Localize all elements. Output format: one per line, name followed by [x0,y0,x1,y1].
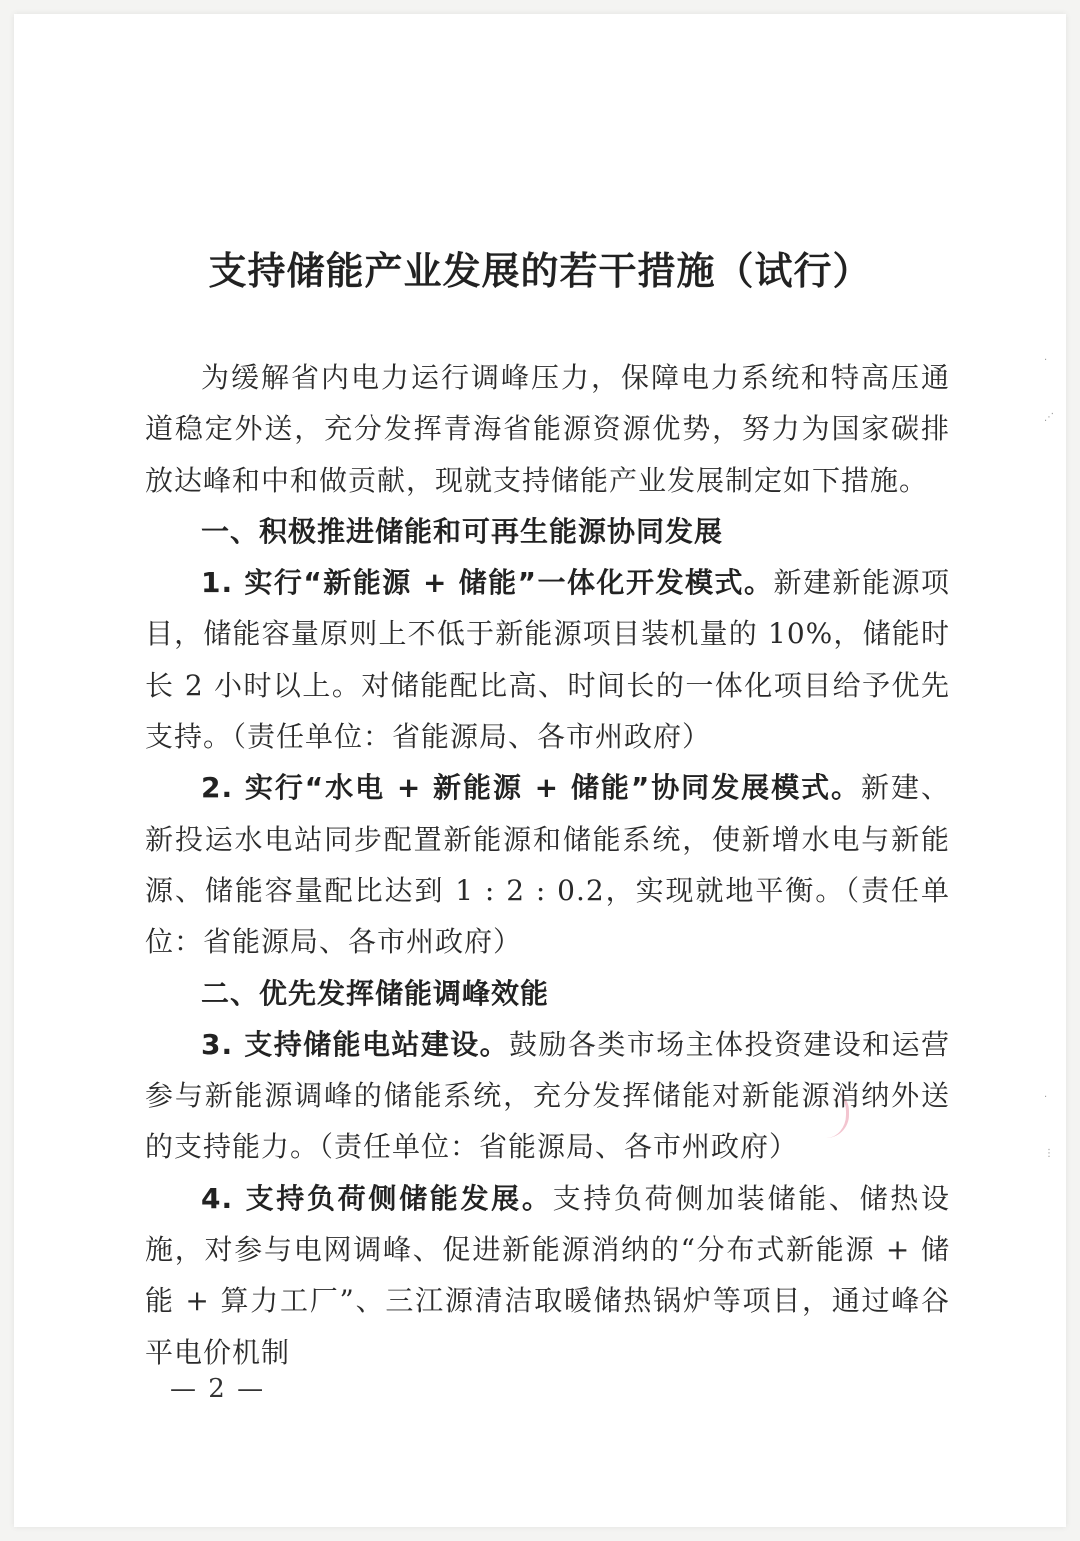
page-number: — 2 — [170,1374,266,1404]
intro-paragraph: 为缓解省内电力运行调峰压力，保障电力系统和特高压通道稳定外送，充分发挥青海省能源资源优势，努力为国家碳排放达峰和中和做贡献，现就支持储能产业发展制定如下措施。 [145,361,950,497]
scan-speck: · [1044,1092,1048,1103]
section-heading-1: 一、积极推进储能和可再生能源协同发展 [201,514,724,548]
measure-paragraph-1 [145,557,950,762]
measure-paragraph-2 [145,762,950,967]
measure-text-2: 新建、新投运水电站同步配置新能源和储能系统，使新增水电与新能源、储能容量配比达到 1 : 2 : 0.2，实现就地平衡。（责任单位：省能源局、各市州政府） [145,771,950,959]
measure-text-1: 新建新能源项目，储能容量原则上不低于新能源项目装机量的 10%，储能时长 2 小时以上。对储能配比高、时间长的一体化项目给予优先支持。（责任单位：省能源局、各市州政府） [145,566,950,754]
measure-title-1: 1. 实行“新能源 + 储能”一体化开发模式。 [201,566,774,600]
document-body [145,352,950,1378]
scan-speck: ⋰ [1044,412,1054,423]
scan-speck: · [1044,355,1048,366]
measure-paragraph-3 [145,1019,950,1173]
measure-title-2: 2. 实行“水电 + 新能源 + 储能”协同发展模式。 [201,771,862,805]
measure-text-3: 鼓励各类市场主体投资建设和运营参与新能源调峰的储能系统，充分发挥储能对新能源消纳外送的支持能力。（责任单位：省能源局、各市州政府） [145,1027,950,1164]
scan-speck: ⋮ [1044,1148,1054,1159]
measure-title-4: 4. 支持负荷侧储能发展。 [201,1181,553,1215]
measure-text-4: 支持负荷侧加装储能、储热设施，对参与电网调峰、促进新能源消纳的“分布式新能源 + 储能 + 算力工厂”、三江源清洁取暖储热锅炉等项目，通过峰谷平电价机制 [145,1181,950,1369]
document-title: 支持储能产业发展的若干措施（试行） [208,249,872,293]
section-heading-2: 二、优先发挥储能调峰效能 [201,976,550,1010]
measure-paragraph-4 [145,1173,950,1378]
measure-title-3: 3. 支持储能电站建设。 [201,1027,510,1061]
